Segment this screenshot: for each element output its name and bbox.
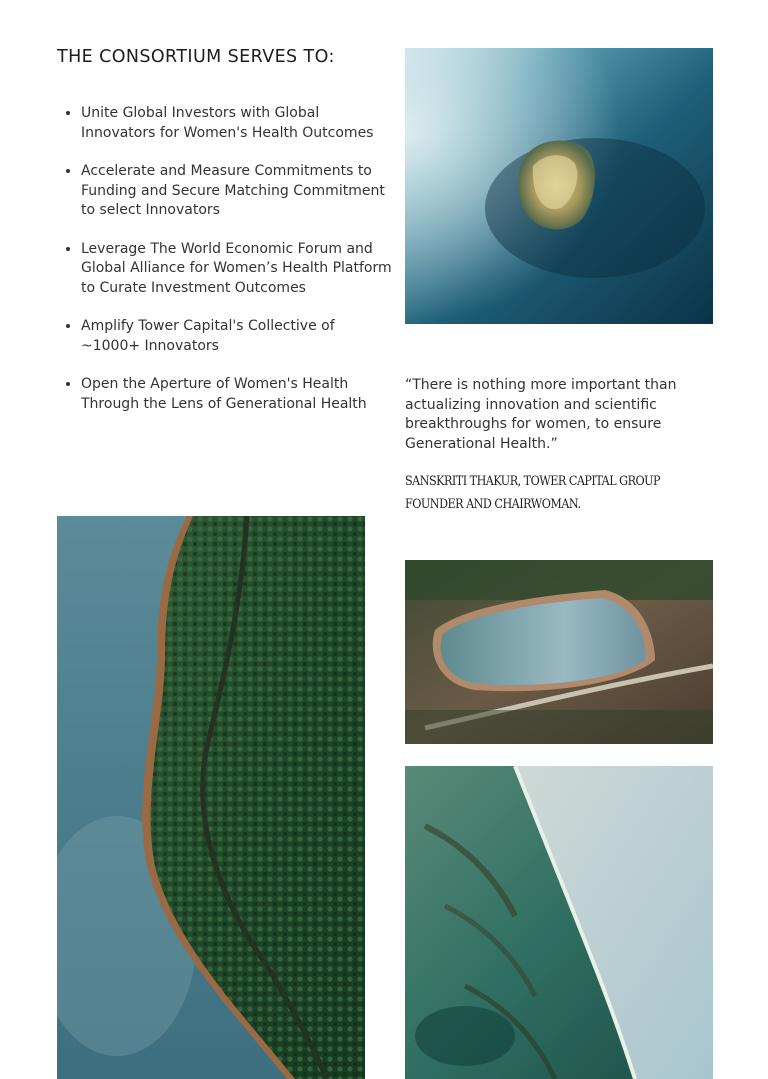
list-item: • Accelerate and Measure Commitments to Funding and Secure Matching Commitment to select Innovators: [81, 162, 396, 221]
quote-text: “There is nothing more important than actualizing innovation and scientific breakthroughs for women, to ensure Generational Health.”: [405, 377, 677, 452]
objectives-list: [57, 104, 396, 433]
aerial-forest-photo: [57, 516, 365, 1079]
list-item: • Unite Global Investors with Global Innovators for Women's Health Outcomes: [81, 104, 396, 143]
aerial-pond-photo: [405, 560, 713, 744]
list-item: • Open the Aperture of Women's Health Through the Lens of Generational Health: [81, 375, 396, 414]
list-item: • Amplify Tower Capital's Collective of ~1000+ Innovators: [81, 317, 396, 356]
attribution-line: FOUNDER AND CHAIRWOMAN.: [405, 497, 581, 512]
list-item: • Leverage The World Economic Forum and Global Alliance for Women’s Health Platform to Curate Investment Outcomes: [81, 240, 396, 299]
section-heading: THE CONSORTIUM SERVES TO:: [57, 47, 335, 67]
aerial-estuary-photo: [405, 766, 713, 1079]
quote-attribution: [405, 470, 663, 516]
aerial-island-photo: [405, 48, 713, 324]
attribution-line: SANSKRITI THAKUR, TOWER CAPITAL GROUP: [405, 474, 661, 489]
